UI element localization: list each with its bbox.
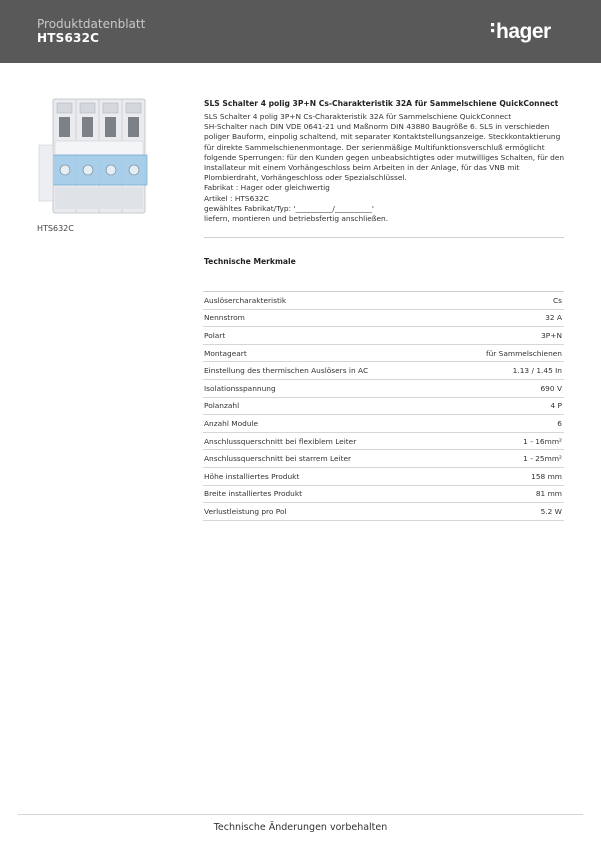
spec-value: für Sammelschienen [485,348,562,358]
spec-label: Einstellung des thermischen Auslösers in AC [204,366,369,376]
svg-text:hager: hager [496,20,551,43]
spec-value: 1 - 16mm² [523,436,562,446]
spec-value: 690 V [540,383,562,393]
spec-label: Montageart [204,348,247,358]
spec-row [203,486,564,504]
spec-row [203,398,564,416]
description-line: folgende Sperrungen: für den Kunden gegen unbeabsichtigtes oder mutwilliges Schalten, für den [204,152,565,162]
description-line: Plombierdraht, Vorhängeschloss oder Spezialschlüssel. [204,173,407,183]
spec-label: Polart [204,330,226,340]
description-line: für direkte Sammelschienenmontage. Der serienmäßige Multifunktionsverschluß ermöglicht [204,142,545,152]
spec-label: Breite installiertes Produkt [204,489,303,499]
spec-row [203,433,564,451]
footer-note: Technische Änderungen vorbehalten [213,822,388,833]
description-line: Fabrikat : Hager oder gleichwertig [204,183,330,193]
hager-logo [489,15,569,45]
spec-label: Auslösercharakteristik [204,295,287,305]
spec-row [203,327,564,345]
spec-row [203,292,564,310]
spec-value: 81 mm [535,489,562,499]
spec-value: 5.2 W [540,506,562,516]
spec-row [203,362,564,380]
spec-row [203,345,564,363]
spec-value: 158 mm [531,471,562,481]
spec-value: 6 [557,418,562,428]
description-line: liefern, montieren und betriebsfertig anschließen. [204,214,389,224]
spec-row [203,415,564,433]
product-title: SLS Schalter 4 polig 3P+N Cs-Charakteristik 32A für Sammelschiene QuickConnect [204,99,559,108]
description-line: gewähltes Fabrikat/Typ: '__________/__________' [204,203,374,213]
spec-row [203,450,564,468]
spec-row [203,503,564,521]
description-line: SH-Schalter nach DIN VDE 0641-21 und Maßnorm DIN 43880 Baugröße 6. SLS in verschieden [204,122,550,132]
spec-label: Anzahl Module [204,418,259,428]
spec-row [203,468,564,486]
description-line: poliger Bauform, einpolig schaltend, mit separater Kontaktstellungsanzeige. Steckkontaktierung [204,132,561,142]
spec-label: Nennstrom [204,313,245,323]
spec-label: Polanzahl [204,401,240,411]
circuit-breaker-illustration [35,95,151,217]
description-line: Artikel : HTS632C [204,193,269,203]
spec-label: Anschlussquerschnitt bei flexiblem Leiter [204,436,357,446]
specs-table [203,291,564,521]
spec-row [203,380,564,398]
section-divider [204,237,564,238]
spec-row [203,310,564,328]
spec-value: 1 - 25mm² [523,454,562,464]
product-image [35,95,151,217]
spec-label: Verlustleistung pro Pol [204,506,287,516]
spec-label: Isolationsspannung [204,383,276,393]
header-bar [0,0,601,63]
image-caption: HTS632C [37,224,74,233]
product-code: HTS632C [37,31,100,45]
hager-logo-graphic [489,15,569,45]
description-line: Installateur mit einem Vorhängeschloss beim Arbeiten in der Anlage, für das VNB mit [204,163,520,173]
spec-value: 1.13 / 1.45 In [512,366,562,376]
spec-label: Höhe installiertes Produkt [204,471,300,481]
spec-value: 3P+N [541,330,562,340]
spec-value: 4 P [550,401,562,411]
spec-value: 32 A [545,313,562,323]
specs-heading: Technische Merkmale [204,257,296,266]
footer-divider [18,814,583,815]
document-type: Produktdatenblatt [37,17,146,31]
product-description [204,112,566,224]
spec-label: Anschlussquerschnitt bei starrem Leiter [204,454,352,464]
description-line: SLS Schalter 4 polig 3P+N Cs-Charakteristik 32A für Sammelschiene QuickConnect [204,112,512,121]
spec-value: Cs [552,295,562,305]
